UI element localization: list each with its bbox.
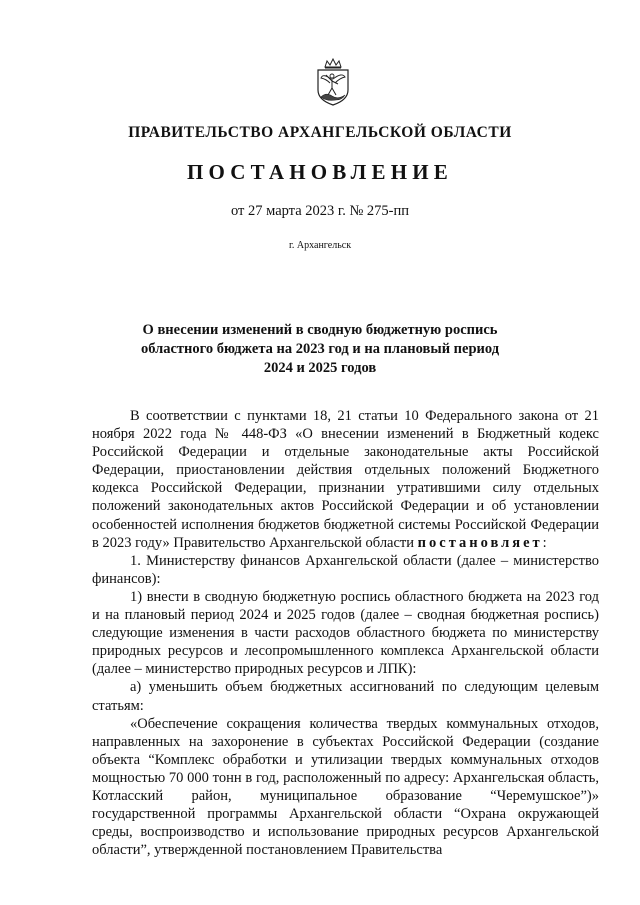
document-date-number: от 27 марта 2023 г. № 275-пп [230,203,410,219]
document-body [92,407,599,859]
paragraph-item-1: 1. Министерству финансов Архангельской области (далее – министерство финансов): [92,552,599,587]
resolution-keyword: постановляет [417,534,543,551]
paragraph-article: «Обеспечение сокращения количества твердых коммунальных отходов, направленных на захоронение в субъектах Российской Федерации (создание объекта “Комплекс обработки и утилизации твердых коммунальных отходов мощностью 70 000 тонн в год, расположенный по адресу: Архангельская область, Котласский район, муниципальное образование “Черемушское”)» государственной программы Архангельской области “Охрана окружающей среды, воспроизводство и использование природных ресурсов Архангельской области”, утвержденной постановлением Правительства [92,715,599,859]
document-title [120,321,520,378]
document-type: ПОСТАНОВЛЕНИЕ [186,160,454,184]
paragraph-preamble [92,407,599,552]
preamble-text: В соответствии с пунктами 18, 21 статьи 10 Федерального закона от 21 ноября 2022 года № 448-ФЗ «О внесении изменений в Бюджетный кодекс Российской Федерации и отдельные законодательные акты Российской Федерации, приостановлении действия отдельных положений Бюджетного кодекса Российской Федерации, признании утратившими силу отдельных положений законодательных актов Российской Федерации и об установлении особенностей исполнения бюджетов бюджетной системы Российской Федерации в 2023 году» Правительство Архангельской области [92,408,599,551]
title-line: 2024 и 2025 годов [263,360,377,376]
title-line: О внесении изменений в сводную бюджетную роспись [142,322,498,338]
preamble-end: : [542,534,547,551]
organization-name: ПРАВИТЕЛЬСТВО АРХАНГЕЛЬСКОЙ ОБЛАСТИ [128,124,512,141]
paragraph-subitem-a: а) уменьшить объем бюджетных ассигнований по следующим целевым статьям: [92,679,599,714]
coat-of-arms-icon [316,58,350,106]
paragraph-subitem-1: 1) внести в сводную бюджетную роспись областного бюджета на 2023 год и на плановый период 2024 и 2025 годов (далее – сводная бюджетная роспись) следующие изменения в части расходов областного бюджета по министерству природных ресурсов и лесопромышленного комплекса Архангельской области (далее – министерство природных ресурсов и ЛПК): [92,588,599,678]
title-line: областного бюджета на 2023 год и на плановый период [140,341,500,357]
document-city: г. Архангельск [288,240,352,251]
